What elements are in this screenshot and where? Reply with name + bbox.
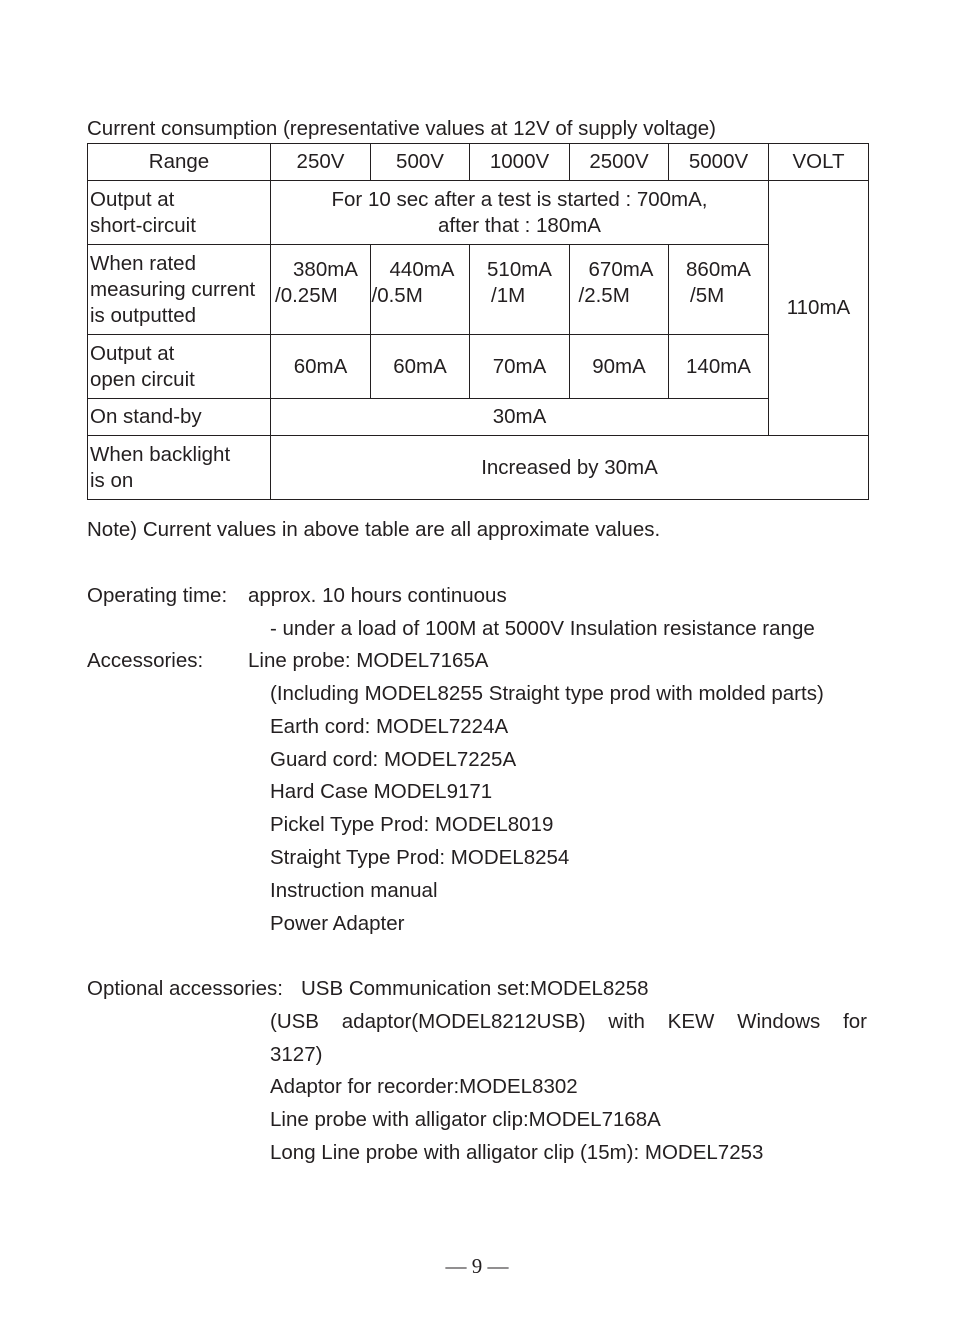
accessory-item: Guard cord: MODEL7225A xyxy=(270,748,517,771)
header-cell: 2500V xyxy=(570,144,669,181)
rated-cell: 670mA /2.5M xyxy=(570,245,669,335)
optional-accessories-label: Optional accessories: xyxy=(87,977,283,1000)
operating-time-label: Operating time: xyxy=(87,584,228,607)
backlight-value: Increased by 30mA xyxy=(271,436,869,500)
rated-cell: 860mA /5M xyxy=(669,245,769,335)
table-row-short-circuit xyxy=(88,181,869,245)
standby-value: 30mA xyxy=(271,399,769,436)
open-circuit-cell: 60mA xyxy=(371,335,470,399)
table-caption: Current consumption (representative values at 12V of supply voltage) xyxy=(87,117,717,140)
optional-item: Line probe with alligator clip:MODEL7168A xyxy=(270,1108,661,1131)
table-row-rated xyxy=(88,245,869,335)
accessories-label: Accessories: xyxy=(87,649,204,672)
accessory-item: Pickel Type Prod: MODEL8019 xyxy=(270,813,554,836)
optional-usb-line: (USB adaptor(MODEL8212USB) with KEW Windows for xyxy=(270,1010,867,1033)
note-text: Note) Current values in above table are all approximate values. xyxy=(87,518,661,541)
accessory-item: Hard Case MODEL9171 xyxy=(270,780,493,803)
accessory-item: (Including MODEL8255 Straight type prod with molded parts) xyxy=(270,682,824,705)
accessory-item: Power Adapter xyxy=(270,912,405,935)
header-cell: 5000V xyxy=(669,144,769,181)
optional-usb-line: 3127) xyxy=(270,1043,323,1066)
optional-item: Adaptor for recorder:MODEL8302 xyxy=(270,1075,578,1098)
row-label: Output at open circuit xyxy=(88,335,271,399)
table-header-row xyxy=(88,144,869,181)
page-number: — 9 — xyxy=(445,1254,509,1278)
row-label: On stand-by xyxy=(88,399,271,436)
optional-item: USB Communication set:MODEL8258 xyxy=(301,977,649,1000)
accessory-item: Earth cord: MODEL7224A xyxy=(270,715,509,738)
open-circuit-cell: 90mA xyxy=(570,335,669,399)
open-circuit-cell: 60mA xyxy=(271,335,371,399)
rated-cell: 440mA /0.5M xyxy=(371,245,470,335)
header-cell: VOLT xyxy=(769,144,869,181)
accessory-item: Straight Type Prod: MODEL8254 xyxy=(270,846,570,869)
table-row-standby xyxy=(88,399,869,436)
accessory-item: Line probe: MODEL7165A xyxy=(248,649,489,672)
current-consumption-table xyxy=(87,143,869,500)
open-circuit-cell: 140mA xyxy=(669,335,769,399)
header-cell: Range xyxy=(88,144,271,181)
row-label: When rated measuring current is outputted xyxy=(88,245,271,335)
row-label: When backlight is on xyxy=(88,436,271,500)
rated-cell: 510mA /1M xyxy=(470,245,570,335)
short-circuit-value: For 10 sec after a test is started : 700mA, after that : 180mA xyxy=(271,181,769,245)
rated-cell: 380mA /0.25M xyxy=(271,245,371,335)
header-cell: 250V xyxy=(271,144,371,181)
accessory-item: Instruction manual xyxy=(270,879,438,902)
operating-time-value: approx. 10 hours continuous xyxy=(248,584,507,607)
table-row-backlight xyxy=(88,436,869,500)
optional-item: Long Line probe with alligator clip (15m): MODEL7253 xyxy=(270,1141,764,1164)
operating-time-detail: - under a load of 100M at 5000V Insulation resistance range xyxy=(270,617,815,640)
header-cell: 1000V xyxy=(470,144,570,181)
open-circuit-cell: 70mA xyxy=(470,335,570,399)
row-label: Output at short-circuit xyxy=(88,181,271,245)
header-cell: 500V xyxy=(371,144,470,181)
table-row-open-circuit xyxy=(88,335,869,399)
volt-value: 110mA xyxy=(769,181,869,436)
